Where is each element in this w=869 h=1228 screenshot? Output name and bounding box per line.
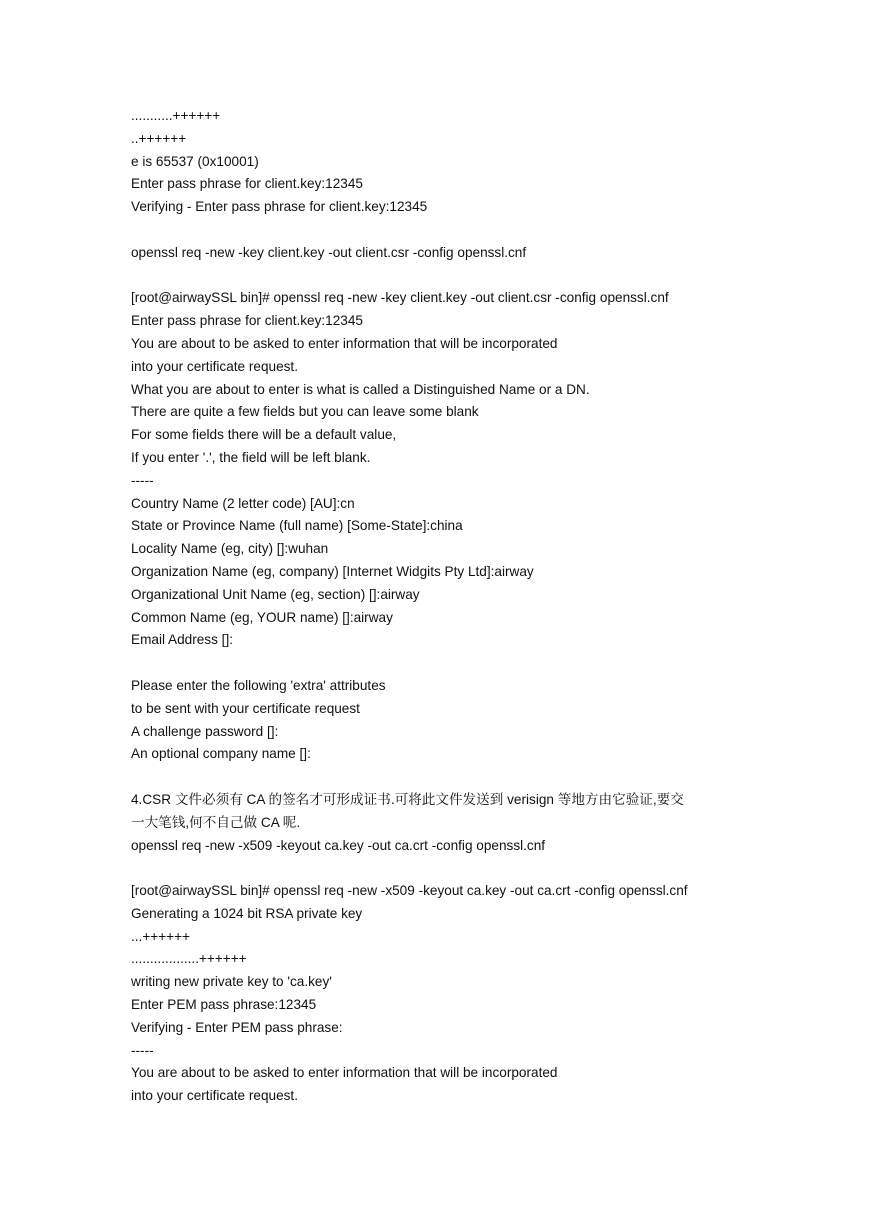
text-line: A challenge password []: bbox=[131, 723, 279, 739]
paragraph-line: 4.CSR 文件必须有 CA 的签名才可形成证书.可将此文件发送到 verisign 等地方由它验证,要交 bbox=[131, 791, 684, 807]
command-line: openssl req -new -x509 -keyout ca.key -out ca.crt -config openssl.cnf bbox=[131, 837, 546, 853]
blank-line bbox=[131, 857, 751, 880]
text-line: Country Name (2 letter code) [AU]:cn bbox=[131, 495, 355, 511]
text-line: Organizational Unit Name (eg, section) []:airway bbox=[131, 586, 420, 602]
text-line: You are about to be asked to enter information that will be incorporated bbox=[131, 1065, 558, 1081]
text-line: For some fields there will be a default value, bbox=[131, 427, 397, 443]
text-line: Verifying - Enter PEM pass phrase: bbox=[131, 1019, 343, 1035]
text-line: ..................++++++ bbox=[131, 951, 247, 967]
blank-line bbox=[131, 652, 751, 675]
shell-prompt-line: [root@airwaySSL bin]# openssl req -new -x509 -keyout ca.key -out ca.crt -config openssl.cnf bbox=[131, 883, 688, 899]
separator-line: ----- bbox=[131, 472, 154, 488]
text-line: Enter pass phrase for client.key:12345 bbox=[131, 176, 363, 192]
text-line: Enter PEM pass phrase:12345 bbox=[131, 997, 317, 1013]
text-line: e is 65537 (0x10001) bbox=[131, 153, 259, 169]
text-line: Generating a 1024 bit RSA private key bbox=[131, 905, 363, 921]
separator-line: ----- bbox=[131, 1042, 154, 1058]
document-body bbox=[131, 105, 751, 1108]
command-line: openssl req -new -key client.key -out client.csr -config openssl.cnf bbox=[131, 244, 527, 260]
text-line: State or Province Name (full name) [Some-State]:china bbox=[131, 518, 463, 534]
text-line: If you enter '.', the field will be left blank. bbox=[131, 449, 371, 465]
blank-line bbox=[131, 219, 751, 242]
text-line: writing new private key to 'ca.key' bbox=[131, 974, 332, 990]
text-line: to be sent with your certificate request bbox=[131, 700, 360, 716]
text-line: You are about to be asked to enter information that will be incorporated bbox=[131, 335, 558, 351]
text-line: Locality Name (eg, city) []:wuhan bbox=[131, 541, 329, 557]
blank-line bbox=[131, 265, 751, 288]
text-line: What you are about to enter is what is called a Distinguished Name or a DN. bbox=[131, 381, 590, 397]
text-line: ...++++++ bbox=[131, 928, 190, 944]
paragraph-line: 一大笔钱,何不自己做 CA 呢. bbox=[131, 814, 301, 830]
text-line: Email Address []: bbox=[131, 632, 233, 648]
text-line: Please enter the following 'extra' attributes bbox=[131, 677, 386, 693]
text-line: Organization Name (eg, company) [Internet Widgits Pty Ltd]:airway bbox=[131, 563, 534, 579]
text-line: Enter pass phrase for client.key:12345 bbox=[131, 313, 363, 329]
text-line: into your certificate request. bbox=[131, 358, 298, 374]
shell-prompt-line: [root@airwaySSL bin]# openssl req -new -key client.key -out client.csr -config openssl.cnf bbox=[131, 290, 669, 306]
text-line: Common Name (eg, YOUR name) []:airway bbox=[131, 609, 393, 625]
text-line: An optional company name []: bbox=[131, 746, 311, 762]
text-line: Verifying - Enter pass phrase for client.key:12345 bbox=[131, 199, 428, 215]
text-line: into your certificate request. bbox=[131, 1088, 298, 1104]
text-line: ..++++++ bbox=[131, 130, 187, 146]
text-line: There are quite a few fields but you can leave some blank bbox=[131, 404, 479, 420]
blank-line bbox=[131, 766, 751, 789]
text-line: ...........++++++ bbox=[131, 108, 221, 123]
